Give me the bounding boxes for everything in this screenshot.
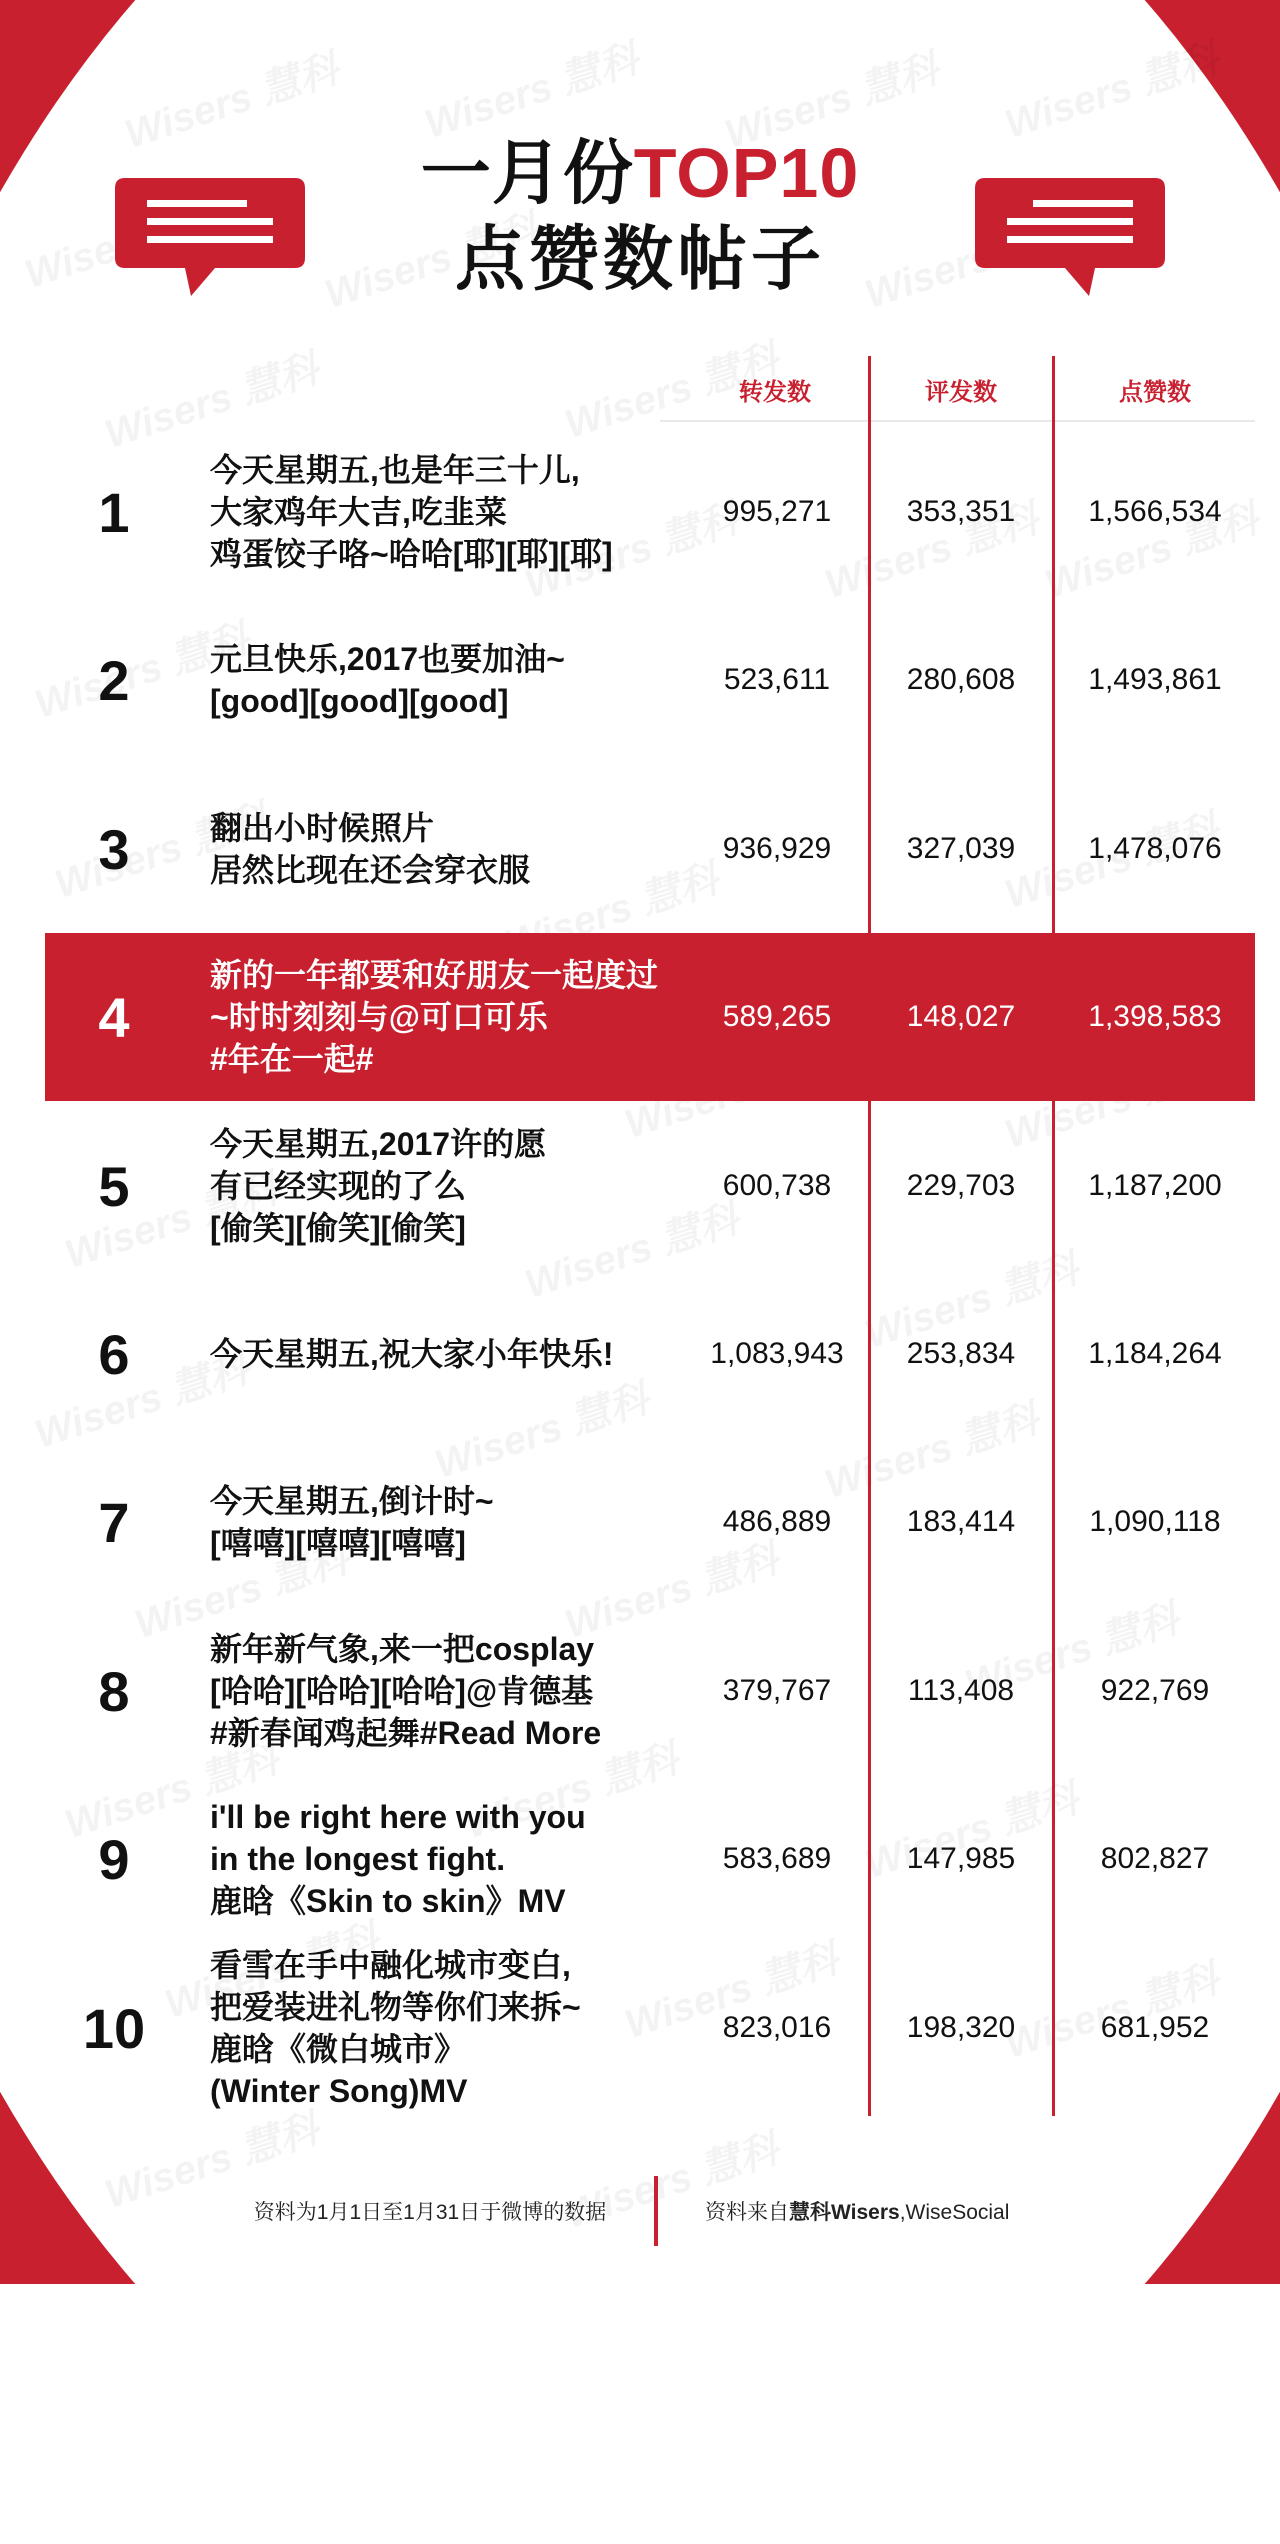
repost-count: 486,889: [722, 1505, 832, 1538]
title-prefix: 一月份: [420, 134, 634, 212]
rank-number: 6: [98, 1322, 130, 1386]
footer: [0, 2176, 1280, 2246]
repost-count: 600,738: [722, 1169, 832, 1202]
repost-count: 936,929: [722, 832, 832, 865]
post-line: [嘻嘻][嘻嘻][嘻嘻]: [210, 1525, 466, 1561]
column-divider: [868, 356, 871, 2116]
rank-number: 1: [98, 480, 130, 544]
post-line: 看雪在手中融化城市变白,: [210, 1947, 571, 1983]
post-line: 今天星期五,祝大家小年快乐!: [210, 1336, 614, 1372]
post-line: #新春闻鸡起舞#Read More: [210, 1715, 602, 1751]
post-line: 鹿晗《微白城市》: [210, 2031, 467, 2067]
post-text: [210, 933, 670, 1101]
post-line: 今天星期五,也是年三十儿,: [210, 452, 580, 488]
like-count: 1,478,076: [1088, 832, 1222, 865]
rank-number: 2: [98, 648, 130, 712]
comment-count: 198,320: [906, 2011, 1016, 2044]
post-line: 大家鸡年大吉,吃韭菜: [210, 494, 507, 530]
like-count: 1,493,861: [1088, 663, 1222, 696]
like-count: 1,184,264: [1088, 1337, 1222, 1370]
post-line: 鹿晗《Skin to skin》MV: [210, 1883, 566, 1919]
post-line: ~时时刻刻与@可口可乐: [210, 999, 548, 1035]
post-line: 翻出小时候照片: [210, 810, 435, 846]
post-line: 今天星期五,2017许的愿: [210, 1126, 547, 1162]
post-line: in the longest fight.: [210, 1841, 506, 1877]
comment-count: 113,408: [907, 1674, 1015, 1707]
comment-count: 280,608: [906, 663, 1016, 696]
column-header-comments: 评发数: [925, 379, 997, 406]
rank-number: 5: [98, 1154, 130, 1218]
footer-divider: [654, 2176, 658, 2246]
table-row: [0, 1775, 1280, 1943]
like-count: 922,769: [1100, 1674, 1210, 1707]
rank-number: 8: [98, 1659, 130, 1723]
column-header-reposts: 转发数: [739, 379, 811, 406]
post-line: #年在一起#: [210, 1041, 374, 1077]
post-line: (Winter Song)MV: [210, 2073, 468, 2109]
post-line: 居然比现在还会穿衣服: [210, 852, 531, 888]
column-header-likes: 点赞数: [1119, 379, 1191, 406]
repost-count: 823,016: [722, 2011, 832, 2044]
post-line: 今天星期五,倒计时~: [210, 1483, 494, 1519]
repost-count: 583,689: [722, 1842, 832, 1875]
rank-number: 4: [98, 985, 130, 1049]
comment-count: 229,703: [906, 1169, 1016, 1202]
footer-date-note: 资料为1月1日至1月31日于微博的数据: [253, 2201, 607, 2224]
table-row: [0, 1270, 1280, 1438]
post-line: i'll be right here with you: [210, 1799, 586, 1835]
post-text: [210, 1438, 670, 1606]
speech-bubble-icon: [975, 178, 1165, 296]
like-count: 1,566,534: [1088, 495, 1222, 528]
repost-count: 1,083,943: [710, 1337, 844, 1370]
footer-source-brand: 慧科Wisers: [789, 2201, 900, 2224]
post-line: 有已经实现的了么: [210, 1168, 467, 1204]
rank-number: 7: [98, 1490, 130, 1554]
column-divider: [1052, 356, 1055, 2116]
comment-count: 183,414: [906, 1505, 1016, 1538]
speech-bubble-icon: [115, 178, 305, 296]
table-row: [0, 428, 1280, 596]
comment-count: 353,351: [906, 495, 1016, 528]
repost-count: 379,767: [722, 1674, 832, 1707]
rank-number: 3: [98, 817, 130, 881]
table-row: [0, 1607, 1280, 1775]
post-text: [210, 1944, 670, 2112]
post-text: [210, 428, 670, 596]
page-subtitle: 点赞数帖子: [455, 220, 825, 298]
post-line: 元旦快乐,2017也要加油~: [210, 641, 565, 677]
post-line: 鸡蛋饺子咯~哈哈[耶][耶][耶]: [210, 536, 613, 572]
rank-number: 10: [82, 1996, 146, 2060]
table-row: [0, 596, 1280, 764]
like-count: 681,952: [1100, 2011, 1210, 2044]
post-line: [good][good][good]: [210, 683, 509, 719]
header-divider: [660, 420, 1255, 422]
table-row: [0, 1102, 1280, 1270]
post-line: [偷笑][偷笑][偷笑]: [210, 1210, 466, 1246]
footer-source: [705, 2196, 1009, 2226]
table-row: [0, 765, 1280, 933]
repost-count: 589,265: [722, 1000, 832, 1033]
post-line: 新年新气象,来一把cosplay: [210, 1631, 595, 1667]
post-text: [210, 1607, 670, 1775]
repost-count: 523,611: [723, 663, 831, 696]
like-count: 1,398,583: [1088, 1000, 1222, 1033]
title-accent: TOP10: [633, 134, 860, 212]
footer-source-suffix: ,WiseSocial: [899, 2201, 1010, 2224]
post-text: [210, 1775, 670, 1943]
post-text: [210, 765, 670, 933]
repost-count: 995,271: [722, 495, 832, 528]
post-line: [哈哈][哈哈][哈哈]@肯德基: [210, 1673, 594, 1709]
comment-count: 253,834: [906, 1337, 1016, 1370]
like-count: 1,187,200: [1088, 1169, 1222, 1202]
post-text: [210, 1270, 670, 1438]
post-line: 把爱装进礼物等你们来拆~: [210, 1989, 581, 2025]
table-row: [0, 933, 1280, 1101]
comment-count: 147,985: [906, 1842, 1016, 1875]
post-text: [210, 1102, 670, 1270]
comment-count: 148,027: [906, 1000, 1016, 1033]
comment-count: 327,039: [906, 832, 1016, 865]
like-count: 802,827: [1100, 1842, 1210, 1875]
table-row: [0, 1438, 1280, 1606]
footer-source-prefix: 资料来自: [705, 2201, 789, 2224]
post-text: [210, 596, 670, 764]
rank-number: 9: [98, 1827, 130, 1891]
post-line: 新的一年都要和好朋友一起度过: [210, 957, 659, 993]
like-count: 1,090,118: [1089, 1505, 1221, 1538]
table-row: [0, 1944, 1280, 2112]
